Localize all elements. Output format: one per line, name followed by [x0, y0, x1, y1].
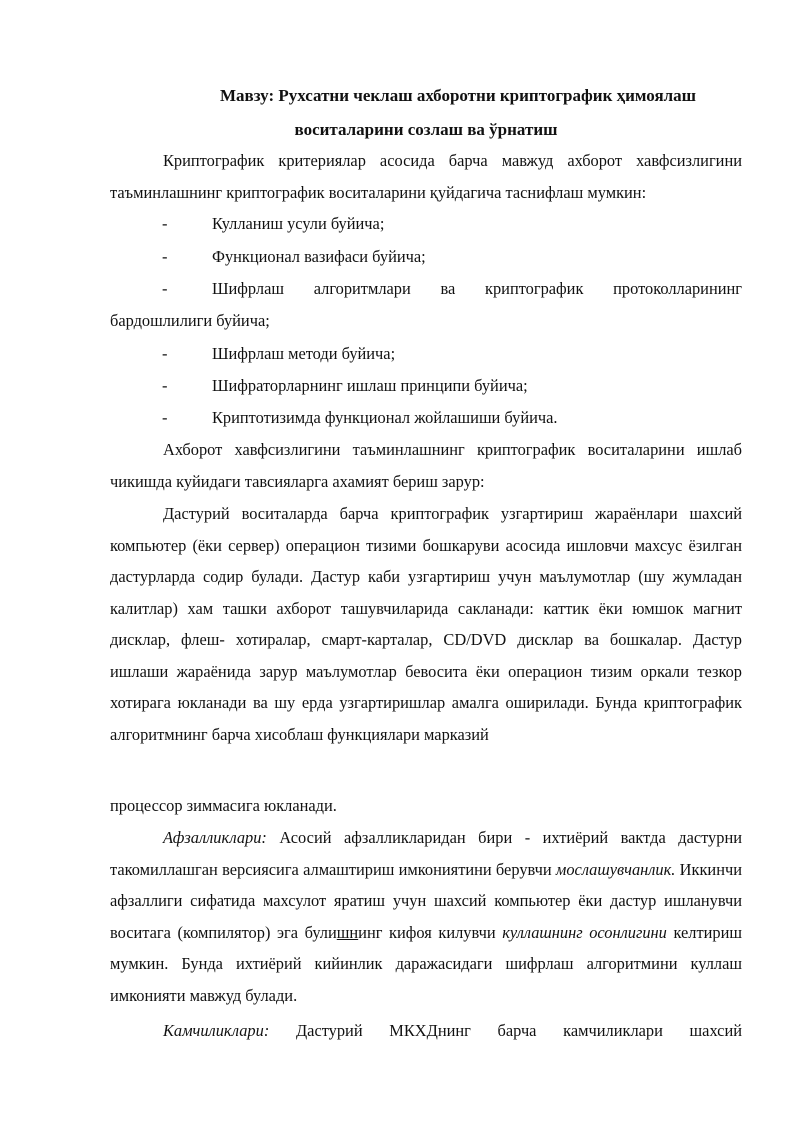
software-paragraph-tail: процессор зиммасига юкланади.	[110, 796, 337, 815]
intro-paragraph: Криптографик критериялар асосида барча мавжуд ахборот хавфсизлигини таъминлашнинг криптографик воситаларини қуйдагича таснифлаш мумкин:	[110, 151, 742, 202]
list-item-text: Криптотизимда функционал жойлашиши буйича.	[212, 408, 558, 427]
list-item	[110, 208, 742, 240]
list-bullet: -	[162, 279, 168, 298]
recommendation-paragraph: Ахборот хавфсизлигини таъминлашнинг криптографик воситаларини ишлаб чикишда куйидаги тавсияларга ахамият бериш зарур:	[110, 440, 742, 491]
disadvantages-text: Дастурий МКХДнинг барча камчиликлари шахсий	[269, 1021, 742, 1040]
list-item	[110, 338, 742, 370]
advantages-paragraph	[110, 822, 742, 1011]
document-title-line-2: воситаларини созлаш ва ўрнатиш	[294, 120, 558, 139]
advantages-underlined: шн	[336, 922, 359, 942]
advantages-label: Афзалликлари:	[163, 828, 267, 847]
advantages-text-4: келтириш мумкин. Бунда ихтиёрий кийинлик даражасидаги шифрлаш алгоритмини куллаш имконияти мавжуд булади.	[110, 922, 742, 1005]
list-bullet: -	[162, 408, 168, 427]
list-item-text: Шифрлаш алгоритмлари ва криптографик протоколларининг бардошлилиги буйича;	[110, 279, 742, 330]
list-item	[110, 370, 742, 402]
disadvantages-paragraph	[110, 1015, 742, 1047]
list-item	[110, 402, 742, 434]
advantages-text-1: Асосий афзалликларидан бири - ихтиёрий вактда дастурни такомиллашган версиясига алмаштириш имкониятини берувчи	[110, 828, 742, 879]
software-paragraph: Дастурий воситаларда барча криптографик узгартириш жараёнлари шахсий компьютер (ёки сервер) операцион тизими бошкаруви асосида ишловчи махсус ёзилган дастурларда содир булади. Дастур каби узгартириш учун маълумотлар (шу жумладан калитлар) хам ташки ахборот ташувчиларида сакланади: каттик ёки юмшок магнит дисклар, флеш- хотиралар, смарт-карталар, CD/DVD дисклар ва бошкалар. Дастур ишлаши жараёнида зарур маълумотлар бевосита ёки операцион тизим оркали тезкор хотирага юкланади ва шу ерда узгартиришлар амалга оширилади. Бунда криптографик алгоритмнинг барча хисоблаш функциялари марказий	[110, 504, 742, 744]
advantages-italic-1: мослашувчанлик.	[555, 859, 676, 879]
list-item-text: Шифраторларнинг ишлаш принципи буйича;	[212, 376, 528, 395]
list-item-text: Функционал вазифаси буйича;	[212, 247, 426, 266]
list-bullet: -	[162, 247, 168, 266]
advantages-text-2: Иккинчи афзаллиги сифатида махсулот яратиш учун шахсий компьютер ёки дастур ишланувчи воситага (компилятор) эга були	[110, 859, 742, 942]
list-item-text: Кулланиш усули буйича;	[212, 214, 385, 233]
advantages-text-3: инг кифоя килувчи	[358, 922, 503, 942]
list-bullet: -	[162, 214, 168, 233]
list-bullet: -	[162, 344, 168, 363]
document-title-line-1: Мавзу: Рухсатни чеклаш ахборотни криптографик ҳимоялаш	[219, 86, 697, 105]
disadvantages-label: Камчиликлари:	[163, 1021, 270, 1040]
advantages-italic-2: куллашнинг осонлигини	[502, 922, 667, 942]
list-item-text: Шифрлаш методи буйича;	[212, 344, 396, 363]
list-bullet: -	[162, 376, 168, 395]
list-item	[110, 273, 742, 336]
list-item	[110, 241, 742, 273]
